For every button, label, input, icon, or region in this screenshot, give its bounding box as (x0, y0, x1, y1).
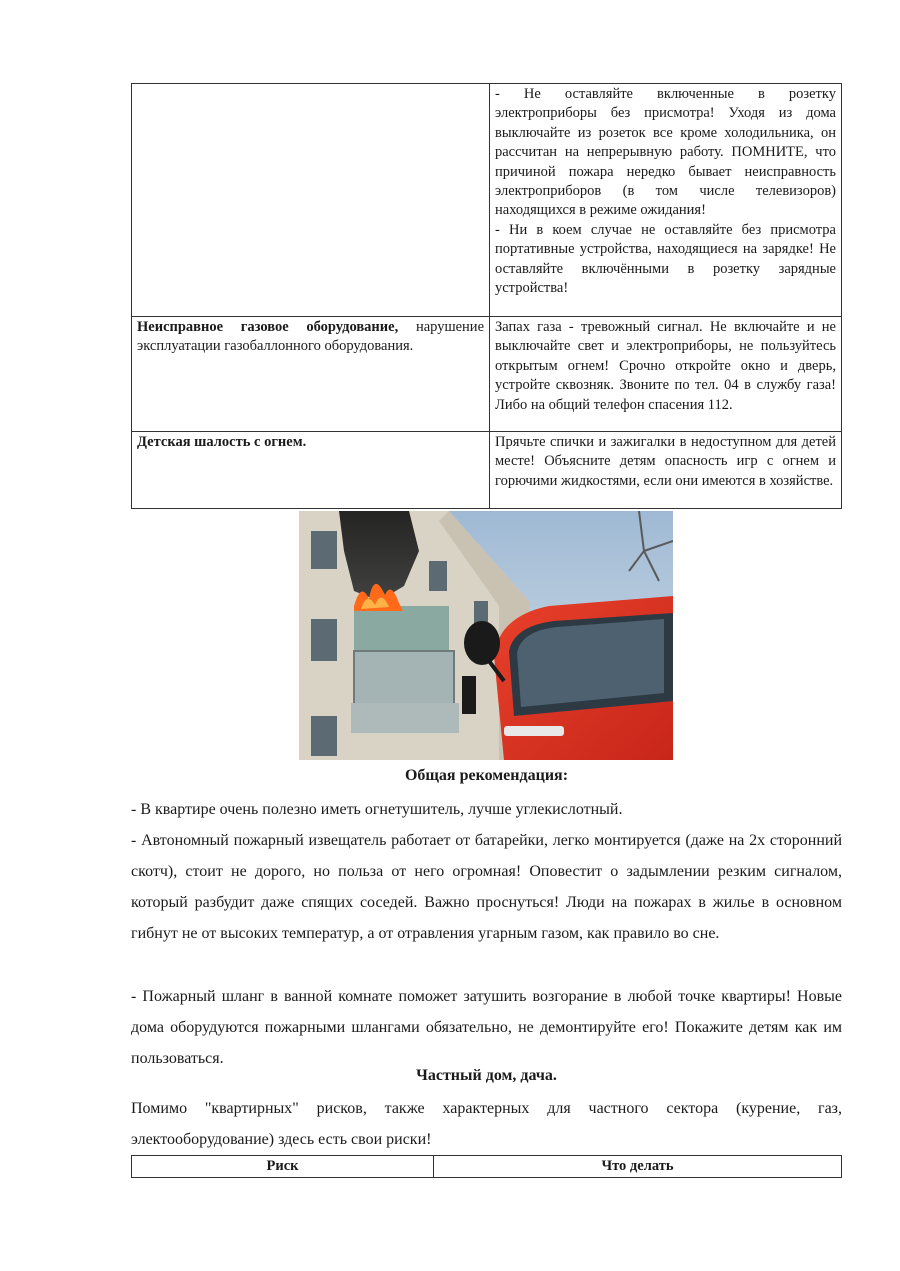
action-text: - Не оставляйте включенные в розетку электроприборы без присмотра! Уходя из дома выключайте из розеток все кроме холодильника, он рассчитан на непрерывную работу. ПОМНИТЕ, что причиной пожара нередко бывает неисправность электроприборов (в том числе телевизоров) находящихся в режиме ожидания! (495, 86, 836, 219)
column-header-risk: Риск (132, 1156, 434, 1178)
risk-cell (132, 317, 490, 432)
paragraph: - Автономный пожарный извещатель работает от батарейки, легко монтируется (даже на 2х сторонний скотч), стоит не дорого, но польза от него огромная! Оповестит о задымлении резким сигналом, который разбудит даже спящих соседей. Важно проснуться! Люди на пожарах в жилье в основном гибнут не от высоких температур, а от отравления угарным газом, как правило во сне. (131, 832, 842, 942)
action-cell (490, 84, 842, 317)
general-recommendation-heading: Общая рекомендация: (404, 767, 569, 784)
risk-title: Неисправное газовое оборудование, (137, 319, 399, 335)
paragraph: Помимо "квартирных" рисков, также характерных для частного сектора (курение, газ, электооборудование) здесь есть свои риски! (131, 1100, 842, 1148)
paragraph: - В квартире очень полезно иметь огнетушитель, лучше углекислотный. (131, 801, 623, 818)
table-row (132, 432, 842, 509)
private-house-risk-table (131, 1155, 842, 1178)
table-row (132, 84, 842, 317)
table-row (132, 317, 842, 432)
burning-apartment-building-and-fire-truck-photo (299, 511, 673, 760)
risk-title: Детская шалость с огнем. (137, 434, 307, 450)
action-cell: Запах газа - тревожный сигнал. Не включайте и не выключайте свет и электроприборы, не пользуйтесь открытым огнем! Срочно откройте окно и дверь, устройте сквозняк. Звоните по тел. 04 в службу газа! Либо на общий телефон спасения 112. (490, 317, 842, 432)
risk-cell (132, 84, 490, 317)
action-text: - Ни в коем случае не оставляйте без присмотра портативные устройства, находящиеся на зарядке! Не оставляйте включёнными в розетку зарядные устройства! (495, 221, 836, 297)
risk-text: нарушение эксплуатации газобаллонного оборудования. (137, 319, 484, 355)
risk-cell (132, 432, 490, 509)
private-house-heading: Частный дом, дача. (416, 1067, 557, 1084)
table-header-row (132, 1156, 842, 1178)
risk-table (131, 83, 842, 509)
column-header-action: Что делать (434, 1156, 842, 1178)
action-cell: Прячьте спички и зажигалки в недоступном для детей месте! Объясните детям опасность игр с огнем и горючими жидкостями, если они имеются в хозяйстве. (490, 432, 842, 509)
paragraph: - Пожарный шланг в ванной комнате поможет затушить возгорание в любой точке квартиры! Новые дома оборудуются пожарными шлангами обязательно, не демонтируйте его! Покажите детям как им пользоваться. (131, 988, 842, 1067)
